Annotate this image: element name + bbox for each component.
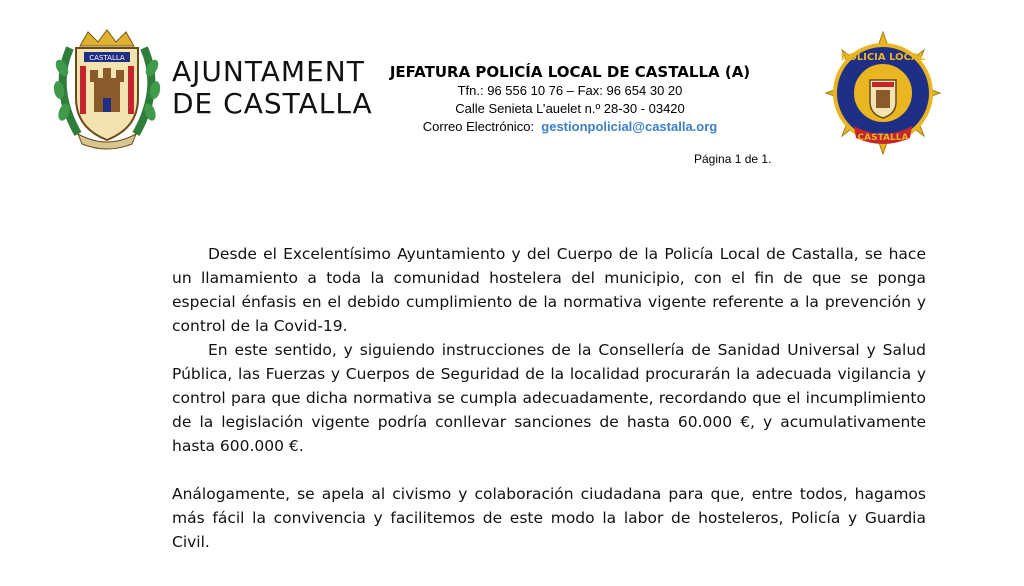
police-badge-icon [824,30,942,156]
email-line [340,118,800,136]
badge-bottom-text: CASTALLA [857,133,909,143]
email-link[interactable]: gestionpolicial@castalla.org [541,119,718,134]
letterhead [340,62,800,136]
ajuntament-line2: DE CASTALLA [172,87,373,120]
ajuntament-line1: AJUNTAMENT [172,55,365,88]
paragraph-3: Análogamente, se apela al civismo y colaboración ciudadana para que, entre todos, hagamos más fácil la convivencia y facilitemos de este modo la labor de hosteleros, Policía y Guardia Civil. [172,485,926,551]
paragraph-1: Desde el Excelentísimo Ayuntamiento y del Cuerpo de la Policía Local de Castalla, se hace un llamamiento a toda la comunidad hostelera del municipio, con el fin de que se ponga especial énfasis en el debido cumplimiento de la normativa vigente referente a la prevención y control de la Covid-19. [172,245,926,335]
page-indicator: Página 1 de 1. [694,152,772,166]
email-label: Correo Electrónico: [422,119,535,134]
crest-label: CASTALLA [89,54,125,62]
badge-top-text: POLICIA LOCAL [840,52,926,63]
address: Calle Senieta L’auelet n.º 28-30 - 03420 [455,101,685,116]
paragraph-2: En este sentido, y siguiendo instrucciones de la Consellería de Sanidad Universal y Salud Pública, las Fuerzas y Cuerpos de Seguridad de la localidad procurarán la adecuada vigilancia y control para que dicha normativa se cumpla adecuadamente, recordando que el incumplimiento de la legislación vigente podría conllevar sanciones de hasta 60.000 €, y acumulativamente hasta 600.000 €. [172,341,926,455]
ajuntament-coat-of-arms [48,28,166,150]
letterhead-title: JEFATURA POLICÍA LOCAL DE CASTALLA (A) [389,63,751,81]
document-body [172,242,926,554]
phone-fax: Tfn.: 96 556 10 76 – Fax: 96 654 30 20 [457,83,683,98]
